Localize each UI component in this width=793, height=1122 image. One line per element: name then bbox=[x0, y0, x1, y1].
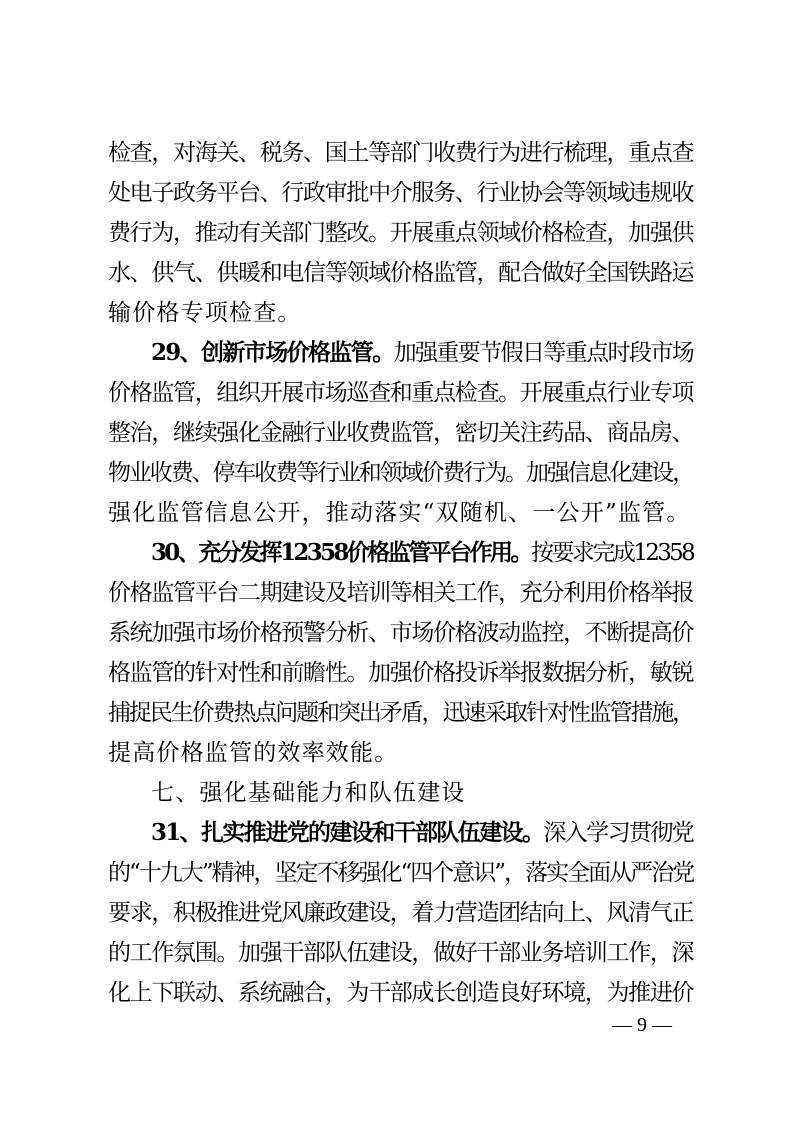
item-30-text: 按要求完成12358 bbox=[531, 540, 694, 566]
body-line: 水、供气、供暖和电信等领域价格监管，配合做好全国铁路运 bbox=[108, 260, 693, 286]
body-line: 化上下联动、系统融合，为干部成长创造良好环境，为推进价 bbox=[108, 980, 693, 1006]
item-31-text: 深入学习贯彻党 bbox=[543, 820, 694, 846]
item-30-first-line bbox=[151, 538, 693, 568]
body-line: 物业收费、停车收费等行业和领域价费行为。加强信息化建设， bbox=[108, 460, 694, 486]
body-line: 系统加强市场价格预警分析、市场价格波动监控，不断提高价 bbox=[108, 620, 693, 646]
body-line: 价格监管，组织开展市场巡查和重点检查。开展重点行业专项 bbox=[108, 380, 693, 406]
body-line: 提高价格监管的效率效能。 bbox=[108, 740, 399, 766]
item-30-title: 30、充分发挥12358价格监管平台作用。 bbox=[151, 539, 531, 566]
body-line: 的“十九大”精神，坚定不移强化“四个意识”，落实全面从严治党 bbox=[108, 860, 693, 886]
body-line: 要求，积极推进党风廉政建设，着力营造团结向上、风清气正 bbox=[108, 900, 693, 926]
item-29-title: 29、创新市场价格监管。 bbox=[151, 339, 394, 366]
body-line: 检查，对海关、税务、国土等部门收费行为进行梳理，重点查 bbox=[108, 140, 693, 166]
body-line: 处电子政务平台、行政审批中介服务、行业协会等领域违规收 bbox=[108, 180, 693, 206]
body-line: 格监管的针对性和前瞻性。加强价格投诉举报数据分析，敏锐 bbox=[108, 660, 693, 686]
item-29-first-line bbox=[151, 338, 693, 368]
body-line: 强化监管信息公开，推动落实“双随机、一公开”监管。 bbox=[108, 500, 691, 526]
body-line: 价格监管平台二期建设及培训等相关工作，充分利用价格举报 bbox=[108, 580, 693, 606]
item-29-text: 加强重要节假日等重点时段市场 bbox=[393, 340, 693, 366]
body-line: 费行为，推动有关部门整改。开展重点领域价格检查，加强供 bbox=[108, 220, 693, 246]
page-number: — 9 — bbox=[612, 1014, 672, 1036]
body-line: 捕捉民生价费热点问题和突出矛盾，迅速采取针对性监管措施， bbox=[108, 700, 694, 726]
body-line: 的工作氛围。加强干部队伍建设，做好干部业务培训工作，深 bbox=[108, 940, 693, 966]
section-heading: 七、强化基础能力和队伍建设 bbox=[151, 780, 466, 806]
body-line: 整治，继续强化金融行业收费监管，密切关注药品、商品房、 bbox=[108, 420, 693, 446]
body-line: 输价格专项检查。 bbox=[108, 300, 302, 326]
item-31-first-line bbox=[151, 818, 693, 848]
item-31-title: 31、扎实推进党的建设和干部队伍建设。 bbox=[151, 819, 544, 846]
